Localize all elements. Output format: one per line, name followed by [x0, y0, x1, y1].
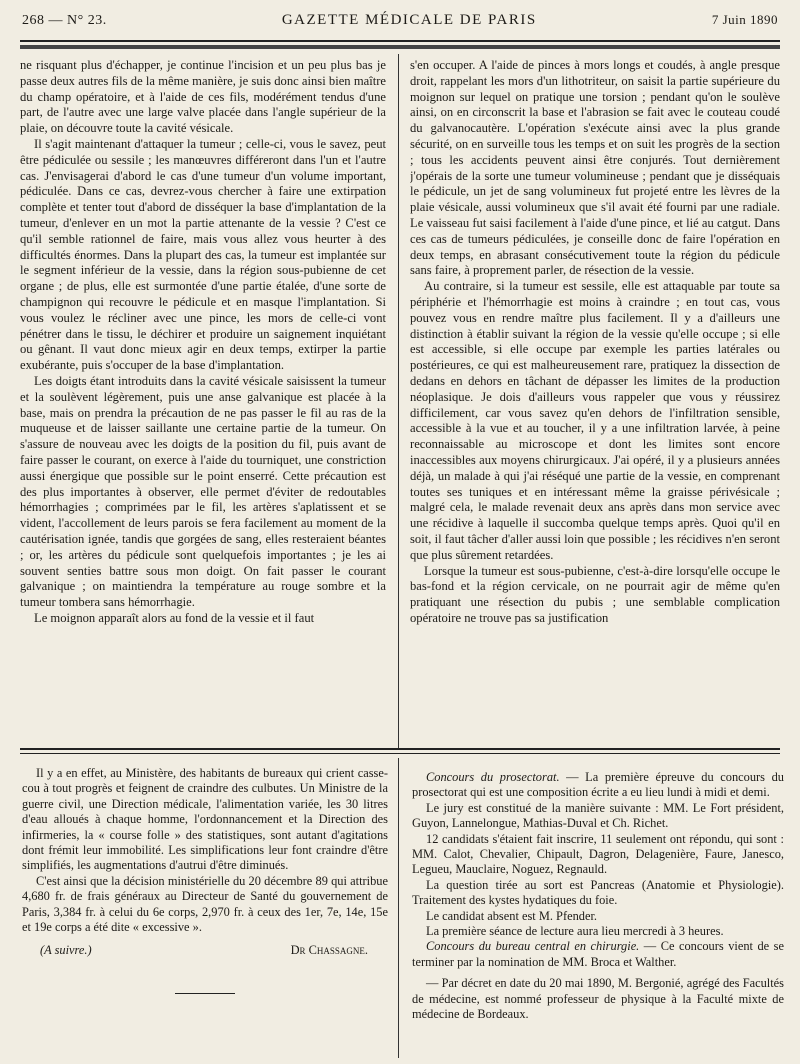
paragraph: Lorsque la tumeur est sous-pubienne, c'est-à-dire lorsqu'elle occupe le bas-fond et la région cervicale, on ne pourrait agir de même qu'en pratiquant une résection du pubis ; une semblable complication opératoire ne trouve pas sa justification [410, 563, 780, 625]
paragraph: s'en occuper. A l'aide de pinces à mors longs et coudés, à angle presque droit, rappelant les mors d'un lithotriteur, on saisit la partie supérieure du moignon sur lequel on pratique une torsion ; pendant qu'on le soulève ainsi, on en circonscrit la base et l'abrasion se fait avec le couteau coudé du galvanocautère. L'opération s'exécute ainsi avec la plus grande sécurité, on en surveille tous les temps et on suit les progrès de la section ; tous les accidents peuvent ainsi être conjurés. Tout dernièrement j'opérais de la sorte une tumeur volumineuse ; pendant que je disséquais le pédicule, un jet de sang volumineux fut projeté entre les lèvres de la plaie vésicale, aussi volumineux que s'il avait été fourni par une radiale. Le vaisseau fut saisi facilement à l'aide d'une pince, et lié au catgut. Dans ces cas de tumeurs pédiculées, je conseille donc de faire l'opération en deux temps, en abrasant consécutivement toute la région du pédicule sans faire, à proprement parler, de résection de la vessie. [410, 58, 780, 278]
news-item: La première séance de lecture aura lieu mercredi à 3 heures. [426, 924, 724, 939]
journal-title: GAZETTE MÉDICALE DE PARIS [281, 12, 537, 28]
signature-line [22, 943, 388, 958]
header-thick-rule [20, 45, 780, 49]
paragraph: Le moignon apparaît alors au fond de la vessie et il faut [34, 610, 315, 625]
feuilleton-column-left [22, 766, 388, 994]
column-divider [398, 758, 399, 1058]
header-rule [20, 40, 780, 42]
news-item: — Par décret en date du 20 mai 1890, M. Bergonié, agrégé des Facultés de médecine, est nommé professeur de physique à la Faculté mixte de médecine de Bordeaux. [412, 976, 784, 1022]
news-item: Le jury est constitué de la manière suivante : MM. Le Fort président, Guyon, Lannelongue, Mathias-Duval et Ch. Richet. [412, 800, 784, 831]
news-item: Concours du bureau central en chirurgie. — Ce concours vient de se terminer par la nomination de MM. Broca et Walther. [412, 939, 784, 969]
news-item: Le candidat absent est M. Pfender. [426, 908, 598, 923]
paragraph: Il s'agit maintenant d'attaquer la tumeur ; celle-ci, vous le savez, peut être pédiculée ou sessile ; les manœuvres différeront dans l'un et l'autre cas. J'envisagerai d'abord le cas d'une tumeur d'un volume important, pédiculée. Dans ce cas, devrez-vous chercher à faire une extirpation complète et tenter tout d'abord de disséquer la base d'implantation de la tumeur, d'enlever en un mot la partie attenante de la vessie ? C'est ce qu'il semble rationnel de faire, mais vous allez vous heurter à des difficultés énormes. Dans la plupart des cas, la tumeur est implantée sur le segment inférieur de la vessie, dans la région sous-pubienne de cet organe ; de plus, elle est surmontée d'une partie étalée, d'une sorte de champignon qui recouvre le pédicule et en masque l'implantation. Si vous voulez le récliner avec une pince, les mors de celle-ci vont pénétrer dans le tissu, le déchirer et produire un saignement inquiétant ou gênant. Il vaut donc mieux agir en deux temps, extirper la partie exubérante, puis s'occuper de la base d'implantation. [20, 136, 386, 373]
news-item: 12 candidats s'étaient fait inscrire, 11 seulement ont répondu, qui sont : MM. Calot, Chevalier, Chipault, Dagron, Delagenière, Faure, Janesco, Legueu, Mauclaire, Noguez, Regnauld. [412, 831, 784, 877]
section-rule-thin [20, 753, 780, 754]
article-column-left [20, 58, 386, 730]
news-heading: Concours du prosectorat. [426, 770, 560, 784]
paragraph: ne risquant plus d'échapper, je continue l'incision et un peu plus bas je passe deux autres fils de la même manière, je suis donc ainsi bien maître du champ opératoire, et à l'aide de ces fils, modérément tendus d'une part, de l'autre avec une large valve placée dans l'angle supérieur de la plaie, on découvre toute la cavité vésicale. [20, 58, 386, 136]
news-column-right [412, 770, 784, 1023]
paragraph: Il y a en effet, au Ministère, des habitants de bureaux qui crient casse-cou à tout progrès et feignent de craindre des culbutes. Un Ministre de la guerre civil, une Direction médicale, l'alimentation variée, les 30 litres d'eau alloués à chaque homme, l'ordonnancement et la Direction des infirmeries, la « course folle » des statistiques, sont autant d'agitations dont frémit leur immobilité. Les simplifications leur font craindre d'être simplifiés, les augmentations d'autrui d'être diminués. [22, 766, 388, 873]
issue-date: 7 Juin 1890 [711, 12, 778, 27]
news-heading: Concours du bureau central en chirurgie. [426, 939, 640, 954]
page-number: 268 — N° 23. [22, 13, 107, 28]
paragraph: C'est ainsi que la décision ministérielle du 20 décembre 89 qui attribue 4,680 fr. de frais généraux au Directeur de Santé du gouvernement de Paris, 3,384 fr. à celui du 6e corps, 2,970 fr. à ceux des 1er, 7e, 14e, 15e et 19e corps a été dite « excessive ». [22, 873, 388, 935]
paragraph: Les doigts étant introduits dans la cavité vésicale saisissent la tumeur et la soulèvent légèrement, puis une anse galvanique est placée à la base, mais on prendra la précaution de ne pas passer le fil au ras de la muqueuse et de laisser saillante une certaine partie de la tumeur. On s'assure de nouveau avec les doigts de la position du fil, puis avant de faire passer le courant, on exerce à l'aide du tourniquet, une constriction aussi énergique que possible sur le point enserré. Cette précaution est des plus importantes à observer, elle permet d'éviter de redoutables hémorrhagies ; comprimées par le fil, les artères s'aplatissent et se vident, l'accollement de leurs parois se fera facilement au moment de la cautérisation ignée, tandis que gorgées de sang, elles resteraient béantes ; or, les artères du pédicule sont quelquefois importantes ; je les ai souvent senties battre sous mon doigt. On fait passer le courant galvanique ; on maintiendra la température au rouge sombre et la tumeur tombera sans hémorrhagie. [20, 373, 386, 610]
news-item: Concours du prosectorat. — La première épreuve du concours du prosectorat qui est une composition écrite a eu lieu lundi à midi et demi. [412, 770, 785, 800]
page-header [22, 12, 778, 34]
news-item: La question tirée au sort est Pancreas (Anatomie et Physiologie). Traitement des kystes hydatiques du foie. [412, 877, 784, 908]
end-rule [175, 993, 235, 994]
article-column-right [410, 58, 780, 730]
author-signature: Dr Chassagne. [290, 943, 368, 958]
column-divider [398, 54, 399, 749]
paragraph: Au contraire, si la tumeur est sessile, elle est attaquable par toute sa périphérie et l'hémorrhagie est moins à craindre ; en tout cas, vous pouvez vous en rendre maître plus facilement. Il y a d'ailleurs une distinction à établir suivant la région de la vessie qu'elle occupe ; si elle est accessible, si elle occupe par exemple les parties latérales ou postérieures, ce qui est malheureusement rare, pratiquez la dissection de dedans en dehors en tâchant de dépasser les limites de la production néoplasique. Je dois d'ailleurs vous rappeler que vous y réussirez difficilement, car vous savez qu'en dehors de l'infiltration sensible, accessible à la vue et au toucher, il y a une infiltration larvée, à peine reconnaissable au microscope et dont les limites sont encore inaccessibles aux moyens chirurgicaux. J'ai opéré, il y a plusieurs années déjà, un malade à qui j'ai réséqué une partie de la vessie, en comprenant toutes ses tuniques et en intéressant même la graisse périvésicale ; malgré cela, le malade revenait deux ans après dans mon service avec une récidive à laquelle il succomba quelque temps après. Quoi qu'il en soit, il faut tâcher d'aller aussi loin que possible ; les récidives n'en seront que plus sûrement retardées. [410, 279, 780, 562]
section-rule [20, 748, 780, 750]
to-follow-note: (A suivre.) [40, 943, 92, 958]
